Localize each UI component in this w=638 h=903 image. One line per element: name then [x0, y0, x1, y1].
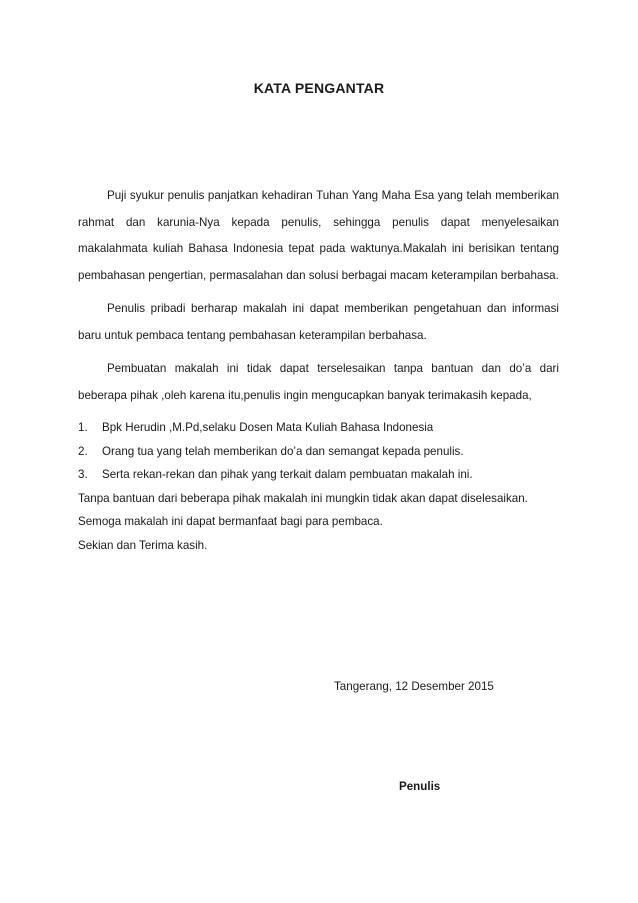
paragraph-thanks: Pembuatan makalah ini tidak dapat terselesaikan tanpa bantuan dan do’a dari beberapa pihak ,oleh karena itu,penulis ingin mengucapkan banyak terimakasih kepada,: [78, 362, 559, 402]
paragraph-opening: Puji syukur penulis panjatkan kehadiran Tuhan Yang Maha Esa yang telah memberikan rahmat dan karunia-Nya kepada penulis, sehingga penulis dapat menyelesaikan makalahmata kuliah Bahasa Indonesia tepat pada waktunya.Makalah ini berisikan tentang pembahasan pengertian, permasalahan dan solusi berbagai macam keterampilan berbahasa.: [78, 189, 559, 282]
list-item-text: Orang tua yang telah memberikan do’a dan semangat kepada penulis.: [102, 444, 464, 458]
list-item-number: 1.: [78, 421, 88, 434]
closing-line: Tanpa bantuan dari beberapa pihak makalah ini mungkin tidak akan dapat diselesaikan.: [78, 491, 528, 505]
list-item-number: 2.: [78, 444, 88, 458]
list-item: [78, 416, 559, 440]
acknowledgement-list: [78, 416, 559, 487]
paragraph-hope: Penulis pribadi berharap makalah ini dapat memberikan pengetahuan dan informasi baru untuk pembaca tentang pembahasan keterampilan berbahasa.: [78, 302, 559, 342]
closing-line: Semoga makalah ini dapat bermanfaat bagi para pembaca.: [78, 515, 383, 528]
page-title: KATA PENGANTAR: [253, 80, 385, 96]
list-item-text: Bpk Herudin ,M.Pd,selaku Dosen Mata Kuliah Bahasa Indonesia: [102, 421, 434, 434]
list-item-text: Serta rekan-rekan dan pihak yang terkait dalam pembuatan makalah ini.: [102, 468, 473, 481]
list-item: [78, 440, 559, 464]
signer-name: Penulis: [399, 780, 441, 793]
list-item-number: 3.: [78, 468, 88, 481]
list-item: [78, 463, 559, 487]
document-body: [78, 183, 559, 557]
place-date: Tangerang, 12 Desember 2015: [334, 680, 494, 693]
closing-line: Sekian dan Terima kasih.: [78, 538, 208, 552]
